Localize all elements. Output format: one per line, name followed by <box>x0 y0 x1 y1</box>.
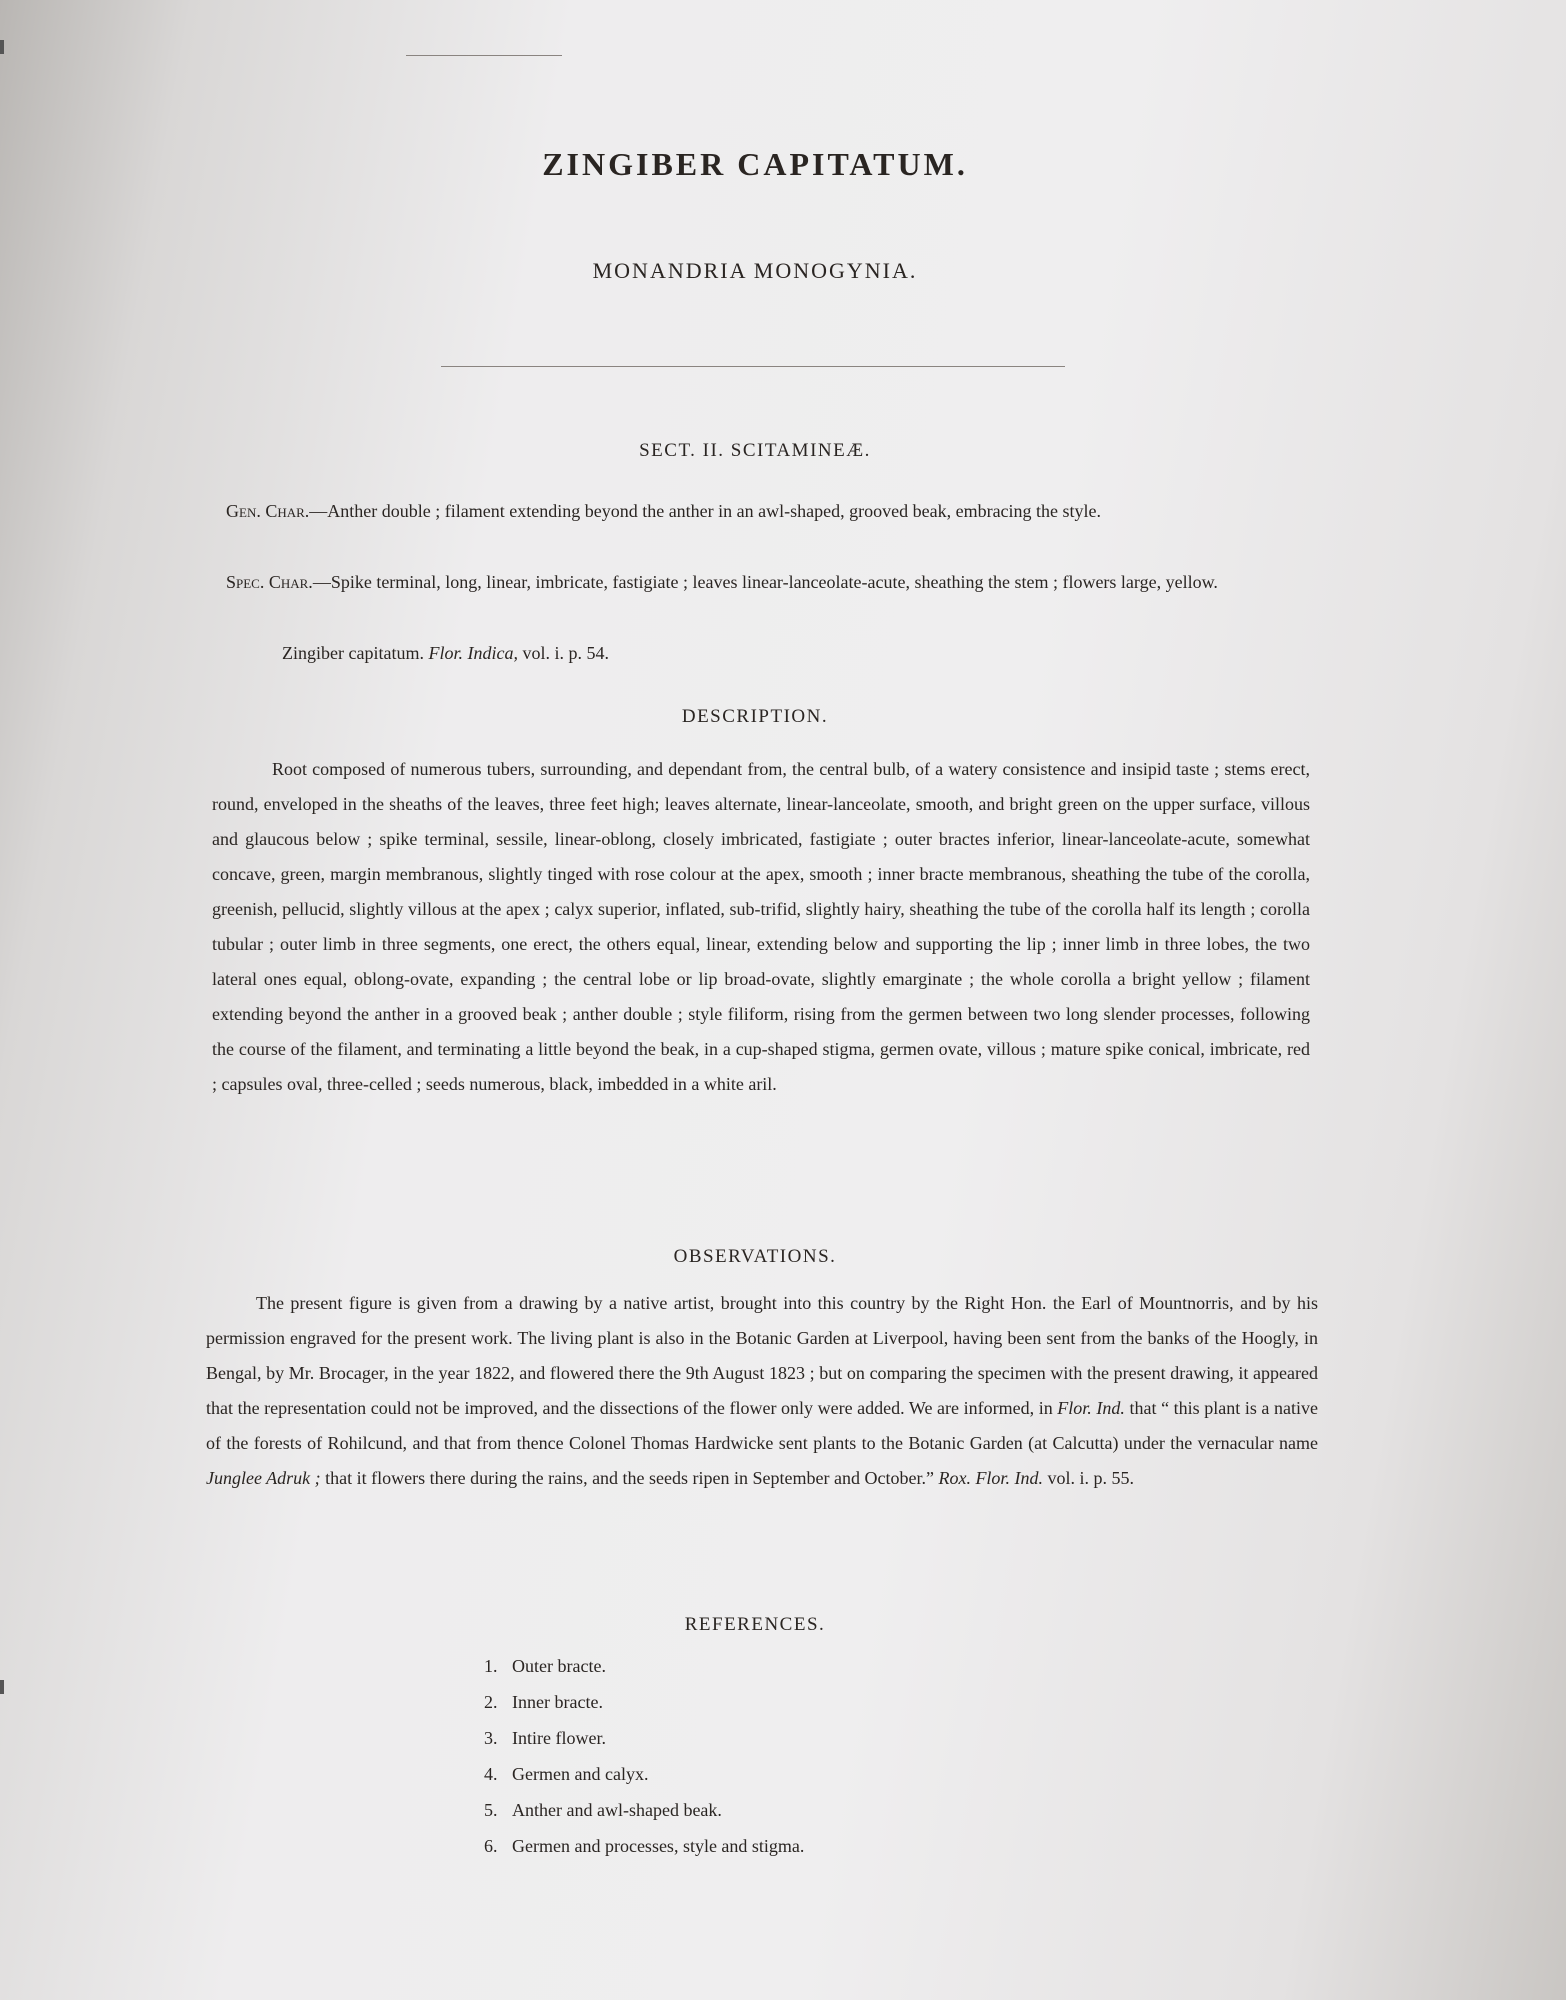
observations-vernacular-name: Junglee Adruk ; <box>206 1468 321 1488</box>
observations-ref-flor-ind: Flor. Ind. <box>1057 1398 1125 1418</box>
page-title: ZINGIBER CAPITATUM. <box>542 146 968 182</box>
section-heading: SECT. II. SCITAMINEÆ. <box>639 440 871 461</box>
synonym-source: Flor. Indica, <box>428 643 518 663</box>
description-body: Root composed of numerous tubers, surrounding, and dependant from, the central bulb, of a watery consistence and insipid taste ; stems erect, round, enveloped in the sheaths of the leaves, three feet high; leaves alternate, linear-lanceolate, smooth, and bright green on the upper surface, villous and glaucous below ; spike terminal, sessile, linear-oblong, closely imbricated, fastigiate ; outer bractes inferior, linear-lanceolate-acute, somewhat concave, green, margin membranous, slightly tinged with rose colour at the apex, smooth ; inner bracte membranous, sheathing the tube of the corolla, greenish, pellucid, slightly villous at the apex ; calyx superior, inflated, sub-trifid, slightly hairy, sheathing the tube of the corolla half its length ; corolla tubular ; outer limb in three segments, one erect, the others equal, linear, extending below and supporting the lip ; inner limb in three lobes, the two lateral ones equal, oblong-ovate, expanding ; the central lobe or lip broad-ovate, slightly emarginate ; the whole corolla a bright yellow ; filament extending beyond the anther in a grooved beak ; anther double ; style filiform, rising from the germen between two long slender processes, following the course of the filament, and terminating a little beyond the beak, in a cup-shaped stigma, germen ovate, villous ; mature spike conical, imbricate, red ; capsules oval, three-celled ; seeds numerous, black, imbedded in a white aril. <box>212 759 1310 1094</box>
observations-heading: OBSERVATIONS. <box>673 1246 837 1267</box>
observations-part-4: vol. i. p. 55. <box>1042 1468 1134 1488</box>
reference-text: Outer bracte. <box>512 1656 606 1676</box>
references-heading: REFERENCES. <box>684 1614 826 1635</box>
references-list <box>484 1648 804 1864</box>
observations-ref-rox: Rox. Flor. Ind. <box>938 1468 1043 1488</box>
reference-item <box>484 1648 804 1684</box>
observations-part-2: that “ this plant is a native of the forests of Rohilcund, and that from thence Colonel Thomas Hardwicke sent plants to the Botanic Garden (at Calcutta) under the vernacular name <box>206 1398 1318 1453</box>
reference-number: 2. <box>484 1692 498 1712</box>
specific-character <box>226 565 1312 600</box>
page-edge-mark <box>0 40 4 54</box>
top-rule <box>406 55 562 56</box>
gen-char-text: —Anther double ; filament extending beyond the anther in an awl-shaped, grooved beak, embracing the style. <box>309 501 1102 521</box>
synonym-name: Zingiber capitatum. <box>282 643 424 663</box>
spec-char-text: —Spike terminal, long, linear, imbricate, fastigiate ; leaves linear-lanceolate-acute, sheathing the stem ; flowers large, yellow. <box>312 572 1218 592</box>
reference-number: 5. <box>484 1800 498 1820</box>
reference-text: Intire flower. <box>512 1728 606 1748</box>
reference-text: Inner bracte. <box>512 1692 603 1712</box>
spec-char-label: Spec. Char. <box>226 572 313 592</box>
observations-text <box>206 1286 1318 1496</box>
reference-number: 6. <box>484 1836 498 1856</box>
description-text <box>212 752 1310 1102</box>
gen-char-label: Gen. Char. <box>226 501 310 521</box>
generic-character <box>226 494 1312 529</box>
reference-text: Germen and processes, style and stigma. <box>512 1836 805 1856</box>
title-divider <box>441 366 1065 367</box>
reference-number: 1. <box>484 1656 498 1676</box>
observations-part-1: The present figure is given from a drawing by a native artist, brought into this country by the Right Hon. the Earl of Mountnorris, and by his permission engraved for the present work. The living plant is also in the Botanic Garden at Liverpool, having been sent from the banks of the Hoogly, in Bengal, by Mr. Brocager, in the year 1822, and flowered there the 9th August 1823 ; but on comparing the specimen with the present drawing, it appeared that the representation could not be improved, and the dissections of the flower only were added. We are informed, in <box>206 1293 1318 1418</box>
reference-item <box>484 1720 804 1756</box>
reference-text: Anther and awl-shaped beak. <box>512 1800 722 1820</box>
reference-text: Germen and calyx. <box>512 1764 649 1784</box>
reference-item <box>484 1684 804 1720</box>
reference-number: 4. <box>484 1764 498 1784</box>
synonym-page: vol. i. p. 54. <box>522 643 609 663</box>
page-subtitle: MONANDRIA MONOGYNIA. <box>592 258 918 283</box>
synonym-line <box>282 636 1182 671</box>
description-heading: DESCRIPTION. <box>681 706 829 727</box>
page-edge-mark <box>0 1680 4 1694</box>
reference-item <box>484 1756 804 1792</box>
reference-number: 3. <box>484 1728 498 1748</box>
reference-item <box>484 1792 804 1828</box>
reference-item <box>484 1828 804 1864</box>
observations-part-3: that it flowers there during the rains, and the seeds ripen in September and October.” <box>320 1468 939 1488</box>
